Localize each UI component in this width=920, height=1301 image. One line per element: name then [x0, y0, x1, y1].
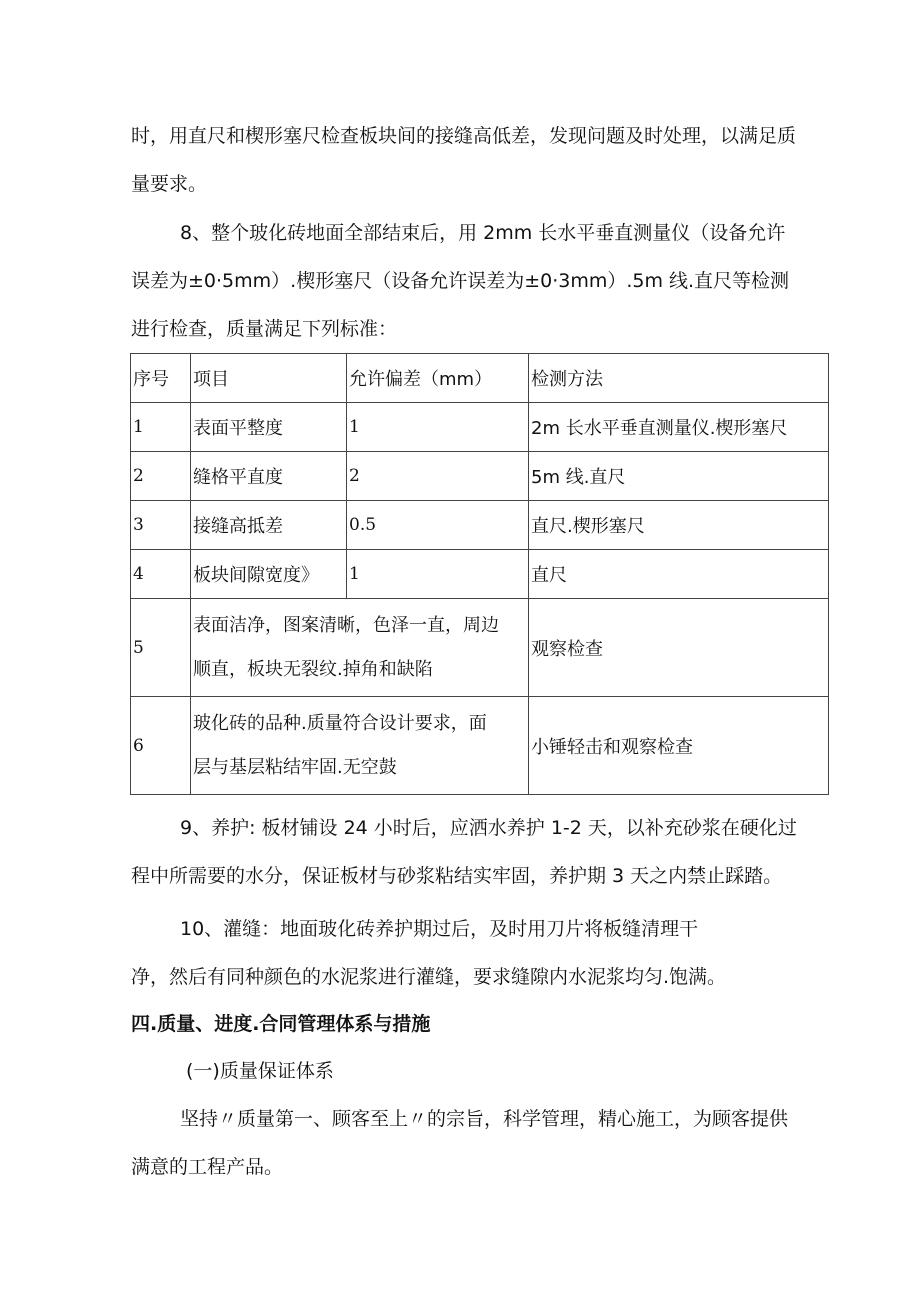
table-row [131, 501, 829, 550]
para10-line-2: 净，然后有同种颜色的水泥浆进行灌缝，要求缝隙内水泥浆均匀.饱满。 [131, 966, 727, 988]
cell-method: 小锤轻击和观察检查 [529, 697, 829, 795]
cell-method: 观察检查 [529, 599, 829, 697]
header-cell-item: 项目 [191, 354, 347, 403]
table-row [131, 403, 829, 452]
para8-line-3: 进行检查，质量满足下列标准： [131, 318, 398, 340]
header-cell-method: 检测方法 [529, 354, 829, 403]
para9-line-1: 9、养护: 板材铺设 24 小时后，应洒水养护 1-2 天，以补充砂浆在硬化过 [180, 817, 797, 839]
cell-item: 表面平整度 [191, 403, 347, 452]
cell-item-line-2: 层与基层粘结牢固.无空鼓 [193, 756, 397, 778]
sub-heading: (一)质量保证体系 [186, 1060, 334, 1082]
header-cell-tolerance: 允许偏差（mm） [347, 354, 529, 403]
cell-method: 5m 线.直尺 [529, 452, 829, 501]
cell-no: 5 [131, 599, 191, 697]
cell-item-line-1: 表面洁净，图案清晰，色泽一直，周边 [193, 614, 499, 636]
cell-tolerance: 1 [347, 550, 529, 599]
para8-line-2: 误差为±0·5mm）.楔形塞尺（设备允许误差为±0·3mm）.5m 线.直尺等检测 [131, 270, 790, 292]
section-heading: 四.质量、进度.合同管理体系与措施 [131, 1013, 431, 1035]
para8-line-1: 8、整个玻化砖地面全部结束后，用 2mm 长水平垂直测量仪（设备允许 [180, 222, 786, 244]
table-row [131, 550, 829, 599]
cell-no: 1 [131, 403, 191, 452]
cell-method: 直尺 [529, 550, 829, 599]
cell-no: 6 [131, 697, 191, 795]
para10-line-1: 10、灌缝：地面玻化砖养护期过后，及时用刀片将板缝清理干 [180, 918, 699, 940]
cell-tolerance: 0.5 [347, 501, 529, 550]
section4-line-2: 满意的工程产品。 [131, 1156, 284, 1178]
table-row [131, 599, 829, 697]
cell-item: 接缝高抵差 [191, 501, 347, 550]
table-header-row [131, 354, 829, 403]
cell-item: 缝格平直度 [191, 452, 347, 501]
cell-tolerance: 2 [347, 452, 529, 501]
cell-no: 4 [131, 550, 191, 599]
cell-method: 2m 长水平垂直测量仪.楔形塞尺 [529, 403, 829, 452]
table-row [131, 697, 829, 795]
para9-line-2: 程中所需要的水分，保证板材与砂浆粘结实牢固，养护期 3 天之内禁止踩踏。 [131, 865, 783, 887]
cell-tolerance: 1 [347, 403, 529, 452]
quality-standard-table [130, 353, 829, 795]
intro-line-1: 时，用直尺和楔形塞尺检查板块间的接缝高低差，发现问题及时处理，以满足质 [131, 125, 797, 147]
cell-no: 2 [131, 452, 191, 501]
cell-no: 3 [131, 501, 191, 550]
header-cell-no: 序号 [131, 354, 191, 403]
cell-method: 直尺.楔形塞尺 [529, 501, 829, 550]
intro-line-2: 量要求。 [131, 173, 208, 195]
cell-item: 板块间隙宽度》 [191, 550, 347, 599]
cell-item-line-1: 玻化砖的品种.质量符合设计要求，面 [193, 712, 487, 734]
table-row [131, 452, 829, 501]
cell-item-line-2: 顺直，板块无裂纹.掉角和缺陷 [193, 658, 433, 680]
cell-item-merged [191, 697, 529, 795]
section4-line-1: 坚持〃质量第一、顾客至上〃的宗旨，科学管理，精心施工，为顾客提供 [180, 1108, 789, 1130]
cell-item-merged [191, 599, 529, 697]
